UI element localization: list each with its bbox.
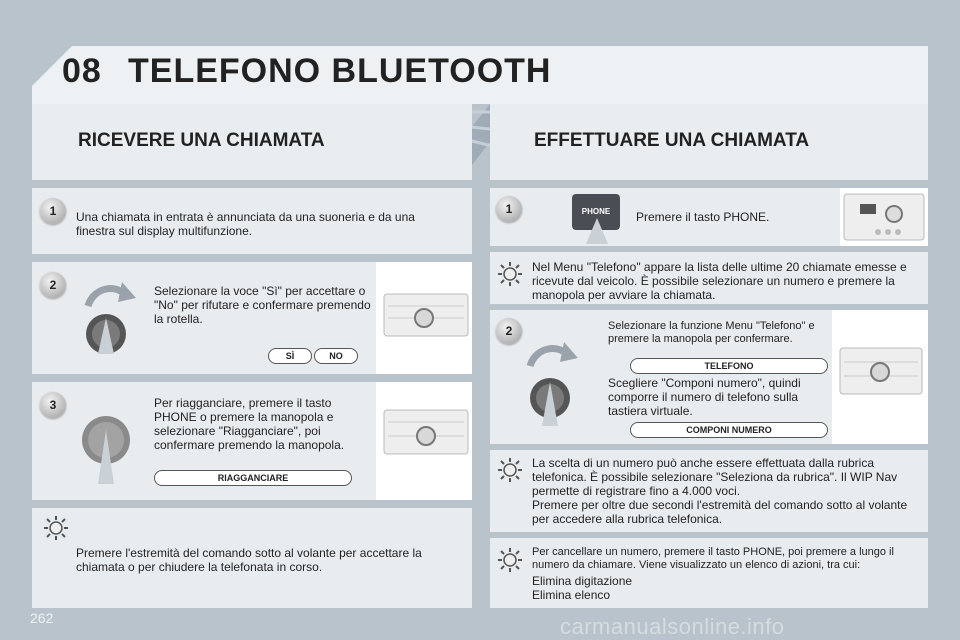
sun-icon bbox=[42, 514, 70, 542]
right-tip2-text-2: Premere per oltre due secondi l'estremità del comando sotto al volante per accedere alla rubrica telefonica. bbox=[532, 498, 908, 526]
step-number: 3 bbox=[40, 392, 66, 418]
right-tip3-text: Per cancellare un numero, premere il tasto PHONE, poi premere a lungo il numero da chiamare. Viene visualizzato un elenco di azioni, tra cui: bbox=[532, 546, 894, 571]
sun-icon bbox=[496, 456, 524, 484]
step-number: 2 bbox=[40, 272, 66, 298]
left-heading: RICEVERE UNA CHIAMATA bbox=[78, 130, 325, 151]
right-step2-text-a: Selezionare la funzione Menu "Telefono" e premere la manopola per confermare. bbox=[608, 320, 815, 345]
left-step2-text: Selezionare la voce "Sì" per accettare o "No" per rifutare e confermare premendo la rotella. bbox=[154, 284, 371, 326]
right-tip1-text: Nel Menu "Telefono" appare la lista delle ultime 20 chiamate emesse e ricevute dal veicolo. È possibile selezionare un numero e premere la manopola per avviare la chiamata. bbox=[532, 260, 907, 302]
right-step2-panel bbox=[490, 310, 928, 444]
right-tip3-panel bbox=[490, 538, 928, 608]
radio-unit-image bbox=[832, 310, 928, 444]
right-step1-text: Premere il tasto PHONE. bbox=[636, 210, 770, 224]
no-button[interactable]: NO bbox=[314, 348, 358, 364]
hangup-button[interactable]: RIAGGANCIARE bbox=[154, 470, 352, 486]
left-step3-text: Per riagganciare, premere il tasto PHONE o premere la manopola e selezionare "Riagganciare", poi confermare premendo la manopola. bbox=[154, 396, 345, 452]
right-tip2-text-1: La scelta di un numero può anche essere effettuata dalla rubrica telefonica. È possibile selezionare "Seleziona da rubrica". Il WIP Nav permette di registrare fino a 4.000 voci. bbox=[532, 456, 898, 498]
right-tip1-panel bbox=[490, 252, 928, 304]
step-number: 1 bbox=[496, 196, 522, 222]
chapter-number: 08 bbox=[62, 52, 102, 90]
knob-press-icon bbox=[516, 336, 586, 436]
radio-unit-image bbox=[840, 188, 928, 246]
yes-button[interactable]: SÌ bbox=[268, 348, 312, 364]
knob-press-icon bbox=[80, 412, 140, 498]
radio-unit-image bbox=[376, 382, 472, 500]
sun-icon bbox=[496, 546, 524, 574]
phone-key[interactable]: PHONE bbox=[572, 194, 620, 230]
dial-number-button[interactable]: COMPONI NUMERO bbox=[630, 422, 828, 438]
knob-press-icon bbox=[74, 276, 144, 366]
left-step2-panel bbox=[32, 262, 472, 374]
left-section-header bbox=[32, 104, 472, 180]
left-step1-text: Una chiamata in entrata è annunciata da una suoneria e da una finestra sul display multifunzione. bbox=[76, 210, 415, 238]
press-arrow-icon bbox=[582, 218, 612, 244]
watermark: carmanualsonline.info bbox=[560, 614, 785, 639]
left-tip-text: Premere l'estremità del comando sotto al volante per accettare la chiamata o per chiudere la telefonata in corso. bbox=[76, 546, 422, 574]
right-heading: EFFETTUARE UNA CHIAMATA bbox=[534, 130, 810, 151]
step-number: 1 bbox=[40, 198, 66, 224]
step-number: 2 bbox=[496, 318, 522, 344]
right-step1-panel bbox=[490, 188, 928, 246]
sun-icon bbox=[496, 260, 524, 288]
right-section-header bbox=[490, 104, 928, 180]
page-title: TELEFONO BLUETOOTH bbox=[128, 52, 552, 90]
left-tip-panel bbox=[32, 508, 472, 608]
right-tip2-panel bbox=[490, 450, 928, 532]
left-step3-panel bbox=[32, 382, 472, 500]
left-step1-panel bbox=[32, 188, 472, 254]
telefono-menu-button[interactable]: TELEFONO bbox=[630, 358, 828, 374]
right-tip3-item2: Elimina elenco bbox=[532, 588, 611, 602]
right-step2-text-b: Scegliere "Componi numero", quindi comporre il numero di telefono sulla tastiera virtuale. bbox=[608, 376, 801, 418]
right-tip3-item1: Elimina digitazione bbox=[532, 574, 633, 588]
page-number: 262 bbox=[30, 610, 54, 626]
radio-unit-image bbox=[376, 262, 472, 374]
